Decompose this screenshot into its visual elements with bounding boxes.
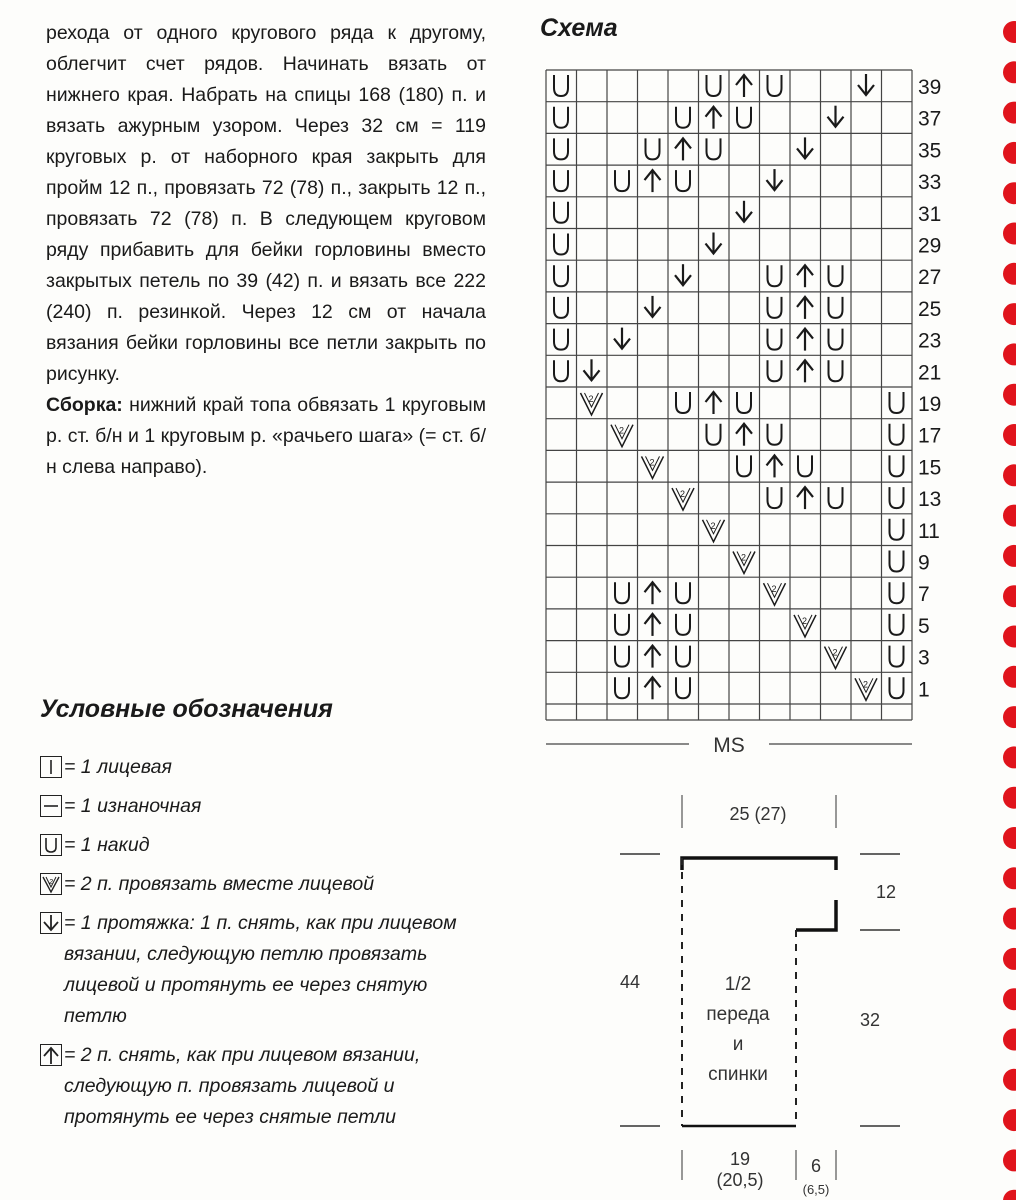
yarn-over-mark	[890, 487, 904, 508]
row-number: 3	[918, 646, 930, 670]
legend-item-double-decrease	[40, 1040, 460, 1133]
yarn-over-mark	[768, 424, 782, 445]
row-number: 27	[918, 266, 942, 290]
row-number: 9	[918, 551, 930, 575]
legend-title: Условные обозначения	[40, 695, 333, 723]
binding-dot	[1003, 102, 1016, 124]
yarn-over-mark	[554, 202, 568, 223]
piece-label-line4: спинки	[708, 1064, 768, 1085]
binding-dot	[1003, 142, 1016, 164]
row-number: 23	[918, 329, 942, 353]
yarn-over-mark	[676, 582, 690, 603]
skp-symbol-icon	[40, 912, 62, 934]
binding-dot	[1003, 303, 1016, 325]
bottom-width-label: 19	[729, 1149, 751, 1169]
binding-dot	[1003, 545, 1016, 567]
legend-item-purl	[40, 791, 460, 822]
body-height-label: 32	[860, 1010, 881, 1030]
yarn-over-mark	[768, 329, 782, 350]
yarn-over-mark	[829, 329, 843, 350]
binding-dot	[1003, 505, 1016, 527]
binding-dot	[1003, 585, 1016, 607]
yarn-over-mark	[615, 582, 629, 603]
binding-dot	[1003, 61, 1016, 83]
row-number: 25	[918, 297, 942, 321]
legend	[40, 752, 460, 1141]
instructions-paragraph: рехода от одного кругового ряда к другому, облегчит счет рядов. Начинать вязать от нижнего края. Набрать на спицы 168 (180) п. и вязать ажурным узором. Через 32 см = 119 круговых р. от наборного края закрыть для пройм 12 п., провязать 72 (78) п., закрыть 12 п., провязать 72 (78) п. В следующем круговом ряду прибавить для бейки горловины вместо закрытых петель по 39 (42) п. и вязать все 222 (240) п. резинкой. Через 12 см от начала вязания бейки горловины все петли закрыть по рисунку.	[46, 22, 486, 385]
yarn-over-mark	[890, 614, 904, 635]
yarn-over-mark	[615, 677, 629, 698]
binding-dot	[1003, 988, 1016, 1010]
binding-dot	[1003, 1190, 1016, 1200]
schema-title: Схема	[540, 14, 618, 42]
yarn-over-mark	[676, 107, 690, 128]
yarn-over-mark	[676, 614, 690, 635]
k2tog-mark-digit: 2	[619, 425, 625, 436]
binding-dot	[1003, 867, 1016, 889]
legend-item-k2tog	[40, 869, 460, 900]
legend-item-skp	[40, 908, 460, 1032]
binding-dot	[1003, 626, 1016, 648]
yarn-over-mark	[615, 646, 629, 667]
k2tog-mark-digit: 2	[680, 489, 686, 500]
yarn-over-mark	[890, 646, 904, 667]
binding-dot	[1003, 384, 1016, 406]
side-width-alt-label: (6,5)	[802, 1182, 830, 1197]
instructions-text	[46, 18, 486, 483]
knit-symbol-icon	[40, 756, 62, 778]
yarn-over-mark	[829, 297, 843, 318]
top-width-label: 25 (27)	[729, 804, 787, 824]
yarn-over-mark	[707, 424, 721, 445]
yarn-over-mark	[768, 265, 782, 286]
armhole-height-label: 12	[876, 882, 897, 902]
binding-dot	[1003, 1149, 1016, 1171]
k2tog-mark-digit: 2	[741, 552, 747, 563]
yarn-over-mark	[676, 677, 690, 698]
row-number: 5	[918, 614, 930, 638]
row-number: 31	[918, 202, 942, 226]
row-number: 11	[918, 519, 940, 543]
assembly-text: нижний край топа обвязать 1 круговым р. ст. б/н и 1 круговым р. «рачьего шага» (= ст. б/н слева направо).	[46, 394, 486, 478]
yarn-over-mark	[554, 329, 568, 350]
legend-text: = 2 п. провязать вместе лицевой	[64, 873, 375, 895]
binding-dot	[1003, 666, 1016, 688]
yarn-over-mark	[798, 455, 812, 476]
garment-outline-top	[682, 858, 836, 930]
binding-dot	[1003, 263, 1016, 285]
row-number: 21	[918, 361, 942, 385]
binding-dots	[996, 0, 1016, 1200]
yarn-over-mark	[676, 646, 690, 667]
yarn-over-mark	[554, 170, 568, 191]
piece-label-line3: и	[732, 1034, 744, 1055]
k2tog-mark-digit: 2	[710, 520, 716, 531]
schematic-diagram	[600, 780, 920, 1200]
yarn-over-mark	[768, 487, 782, 508]
yarn-over-mark	[890, 551, 904, 572]
ms-label: MS	[713, 734, 745, 757]
binding-dot	[1003, 948, 1016, 970]
legend-text: = 2 п. снять, как при лицевом вязании, следующую п. провязать лицевой и протянуть ее через снятые петли	[64, 1044, 421, 1128]
svg-text:2: 2	[49, 879, 53, 886]
row-number: 37	[918, 107, 942, 131]
yarn-over-mark	[554, 107, 568, 128]
yarn-over-mark	[615, 170, 629, 191]
k2tog-mark-digit: 2	[588, 394, 594, 404]
binding-dot	[1003, 464, 1016, 486]
yarn-over-mark	[554, 360, 568, 381]
yarn-over-mark	[554, 75, 568, 96]
binding-dot	[1003, 1029, 1016, 1051]
binding-dot	[1003, 787, 1016, 809]
binding-dot	[1003, 223, 1016, 245]
total-height-label: 44	[620, 972, 641, 992]
binding-dot	[1003, 706, 1016, 728]
row-number: 29	[918, 234, 942, 258]
k2tog-mark-digit: 2	[863, 679, 869, 690]
row-number: 33	[918, 171, 942, 195]
yarn-over-symbol-icon	[40, 834, 62, 856]
binding-dot	[1003, 343, 1016, 365]
yarn-over-mark	[737, 107, 751, 128]
binding-dot	[1003, 746, 1016, 768]
yarn-over-mark	[890, 424, 904, 445]
knitting-chart	[540, 60, 980, 760]
k2tog-mark-digit: 2	[649, 457, 655, 468]
row-number: 39	[918, 76, 942, 99]
yarn-over-mark	[615, 614, 629, 635]
yarn-over-mark	[829, 265, 843, 286]
yarn-over-mark	[707, 75, 721, 96]
yarn-over-mark	[707, 138, 721, 159]
yarn-over-mark	[829, 487, 843, 508]
yarn-over-mark	[676, 392, 690, 413]
yarn-over-mark	[829, 360, 843, 381]
piece-label-line1: 1/2	[724, 974, 752, 995]
binding-dot	[1003, 21, 1016, 43]
row-number: 35	[918, 139, 942, 163]
k2tog-mark-digit: 2	[802, 615, 808, 626]
row-number: 1	[918, 678, 930, 702]
yarn-over-mark	[554, 234, 568, 255]
yarn-over-mark	[737, 392, 751, 413]
yarn-over-mark	[737, 455, 751, 476]
yarn-over-mark	[676, 170, 690, 191]
yarn-over-mark	[768, 297, 782, 318]
binding-dot	[1003, 908, 1016, 930]
row-number: 13	[918, 488, 942, 512]
yarn-over-mark	[554, 265, 568, 286]
legend-text: = 1 лицевая	[64, 756, 172, 778]
row-number: 7	[918, 583, 930, 607]
legend-text: = 1 накид	[64, 834, 150, 856]
yarn-over-mark	[890, 455, 904, 476]
yarn-over-mark	[890, 392, 904, 413]
k2tog-mark-digit: 2	[832, 647, 838, 658]
legend-text: = 1 изнаночная	[64, 795, 202, 817]
binding-dot	[1003, 1109, 1016, 1131]
yarn-over-mark	[646, 138, 660, 159]
assembly-label: Сборка:	[46, 394, 123, 416]
piece-label-line2: переда	[706, 1004, 770, 1025]
binding-dot	[1003, 182, 1016, 204]
yarn-over-mark	[554, 138, 568, 159]
row-number: 17	[918, 424, 942, 448]
yarn-over-mark	[554, 297, 568, 318]
legend-item-yarn-over	[40, 830, 460, 861]
assembly-paragraph	[46, 390, 486, 483]
yarn-over-mark	[890, 677, 904, 698]
bottom-width-alt-label: (20,5)	[716, 1170, 764, 1190]
row-number: 15	[918, 456, 942, 480]
binding-dot	[1003, 424, 1016, 446]
legend-text: = 1 протяжка: 1 п. снять, как при лицевом вязании, следующую петлю провязать лицевой и протянуть ее через снятую петлю	[64, 912, 457, 1027]
yarn-over-mark	[890, 519, 904, 540]
binding-dot	[1003, 827, 1016, 849]
row-number: 19	[918, 393, 942, 416]
k2tog-symbol-icon	[40, 873, 62, 895]
yarn-over-mark	[768, 75, 782, 96]
k2tog-mark-digit: 2	[771, 584, 777, 595]
yarn-over-mark	[890, 582, 904, 603]
double-decrease-symbol-icon	[40, 1044, 62, 1066]
legend-item-knit	[40, 752, 460, 783]
purl-symbol-icon	[40, 795, 62, 817]
side-width-label: 6	[810, 1156, 822, 1176]
yarn-over-mark	[768, 360, 782, 381]
binding-dot	[1003, 1069, 1016, 1091]
